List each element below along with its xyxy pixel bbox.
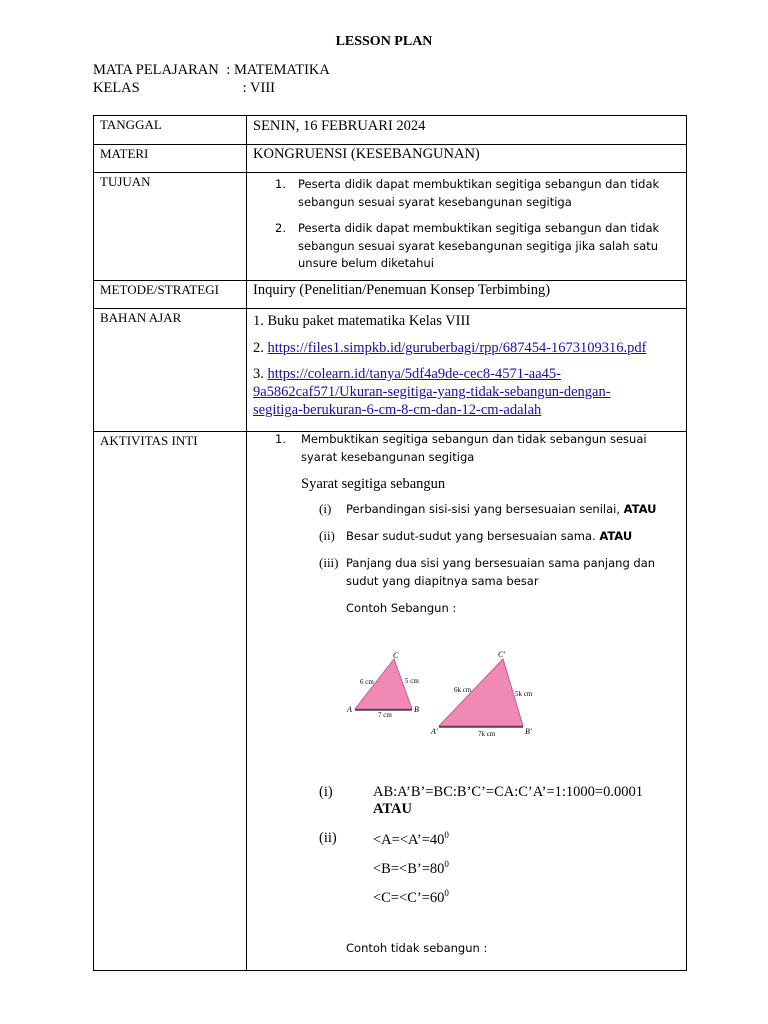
large-b-label: B' [525,727,532,736]
large-c-label: C' [498,650,506,659]
tanggal-value [247,116,687,145]
row-bahan [94,309,687,432]
bahan-item-3 [253,365,686,419]
class-line [93,80,275,97]
math-item-1 [319,784,686,818]
contoh-tidak-sebangun: Contoh tidak sebangun : [346,941,488,956]
angle-c [319,888,686,907]
materi-text: KONGRUENSI (KESEBANGUNAN) [253,146,480,162]
class-label: KELAS [93,80,140,96]
class-value: : VIII [242,80,275,96]
bahan-link-2-line2[interactable]: 9a5862caf571/Ukuran-segitiga-yang-tidak-sebangun-dengan- [253,384,611,400]
aktivitas-value [247,432,687,971]
bahan-link-2-line3[interactable]: segitiga-berukuran-6-cm-8-cm-dan-12-cm-adalah [253,402,542,418]
tujuan-item-1-line2: sebangun sesuai syarat kesebangunan segitiga [298,194,572,209]
aktivitas-item-1 [253,431,686,466]
tujuan-label: TUJUAN [94,173,247,281]
bahan-item-2-prefix: 2. [253,340,268,356]
tujuan-item-2-line2: sebangun sesuai syarat kesebangunan segitiga jika salah satu [298,238,659,253]
angle-b-text: <B=<B’=80 [373,860,445,877]
tujuan-item-2-num: 2. [275,221,286,235]
similar-triangles-figure [341,650,768,750]
large-a-label: A' [431,727,438,736]
subject-label: MATA PELAJARAN [93,62,219,78]
tanggal-text: SENIN, 16 FEBRUARI 2024 [253,118,426,134]
syarat-item-1-bold: ATAU [623,502,657,516]
lesson-plan-table [93,115,687,971]
metode-label: METODE/STRATEGI [94,281,247,309]
tujuan-item-2 [275,220,686,273]
contoh-sebangun: Contoh Sebangun : [346,601,457,615]
subject-line [93,62,330,79]
row-tanggal [94,116,687,145]
angle-a-sup: 0 [444,830,449,840]
math-item-1-text: AB:A’B’=BC:B’C’=CA:C’A’=1:1000=0.0001 [373,784,643,800]
bahan-item-2 [253,339,686,357]
syarat-item-3-num: (iii) [319,555,339,570]
syarat-title: Syarat segitiga sebangun [301,476,446,492]
document-title: LESSON PLAN [335,34,433,49]
tujuan-item-1-line1: Peserta didik dapat membuktikan segitiga sebangun dan tidak [298,177,660,191]
bahan-item-1: 1. Buku paket matematika Kelas VIII [253,313,471,329]
tanggal-label: TANGGAL [94,116,247,145]
small-side-ab: 7 cm [378,711,392,719]
large-side-ab: 7k cm [478,730,496,738]
subject-value: : MATEMATIKA [226,62,330,78]
tujuan-value [247,173,687,281]
aktivitas-item-1-num: 1. [275,432,286,446]
large-side-ac: 6k cm [454,686,472,694]
syarat-item-2-num: (ii) [319,528,335,543]
math-item-2 [319,830,686,849]
tujuan-item-1-num: 1. [275,177,286,191]
large-triangle [439,659,523,726]
small-a-label: A [347,705,352,714]
metode-value [247,281,687,309]
materi-value [247,145,687,173]
row-aktivitas [94,432,687,971]
materi-label: MATERI [94,145,247,173]
syarat-item-3-text: Panjang dua sisi yang bersesuaian sama panjang dan [346,556,656,570]
small-side-ac: 6 cm [360,678,374,686]
row-tujuan [94,173,687,281]
math-item-2-num: (ii) [319,830,337,846]
aktivitas-line2: syarat kesebangunan segitiga [301,449,475,464]
syarat-item-1-num: (i) [319,501,332,516]
aktivitas-line1: Membuktikan segitiga sebangun dan tidak sebangun sesuai [301,432,647,446]
row-materi [94,145,687,173]
angle-a-text: <A=<A’=40 [373,831,445,848]
large-side-bc: 5k cm [515,690,533,698]
small-side-bc: 5 cm [405,677,419,685]
syarat-item-2 [319,527,686,545]
tujuan-item-2-line1: Peserta didik dapat membuktikan segitiga sebangun dan tidak [298,221,660,235]
math-item-1-bold: ATAU [373,801,412,817]
bahan-label: BAHAN AJAR [94,309,247,432]
syarat-item-3 [319,554,686,590]
math-item-1-num: (i) [319,784,333,800]
bahan-link-1[interactable]: https://files1.simpkb.id/guruberbagi/rpp/687454-1673109316.pdf [267,340,647,356]
row-metode [94,281,687,309]
small-c-label: C [393,651,399,660]
metode-text: Inquiry (Penelitian/Penemuan Konsep Terbimbing) [253,282,551,298]
tujuan-item-1 [275,176,686,211]
tujuan-item-2-line3: unsure belum diketahui [298,256,434,270]
syarat-item-1-text: Perbandingan sisi-sisi yang bersesuaian senilai, [346,502,624,516]
small-b-label: B [414,705,419,714]
syarat-item-3-text2: sudut yang diapitnya sama besar [346,574,539,588]
syarat-item-2-text: Besar sudut-sudut yang bersesuaian sama. [346,529,600,543]
angle-b-sup: 0 [444,858,449,869]
angle-c-text: <C=<C’=60 [373,889,445,906]
syarat-item-2-bold: ATAU [599,529,633,543]
aktivitas-label: AKTIVITAS INTI [94,432,247,971]
angle-c-sup: 0 [444,887,449,898]
angle-b [319,859,686,878]
bahan-link-2-line1[interactable]: https://colearn.id/tanya/5df4a9de-cec8-4571-aa45- [267,366,562,382]
bahan-value [247,309,687,432]
syarat-item-1 [319,500,686,518]
bahan-item-3-prefix: 3. [253,366,268,382]
